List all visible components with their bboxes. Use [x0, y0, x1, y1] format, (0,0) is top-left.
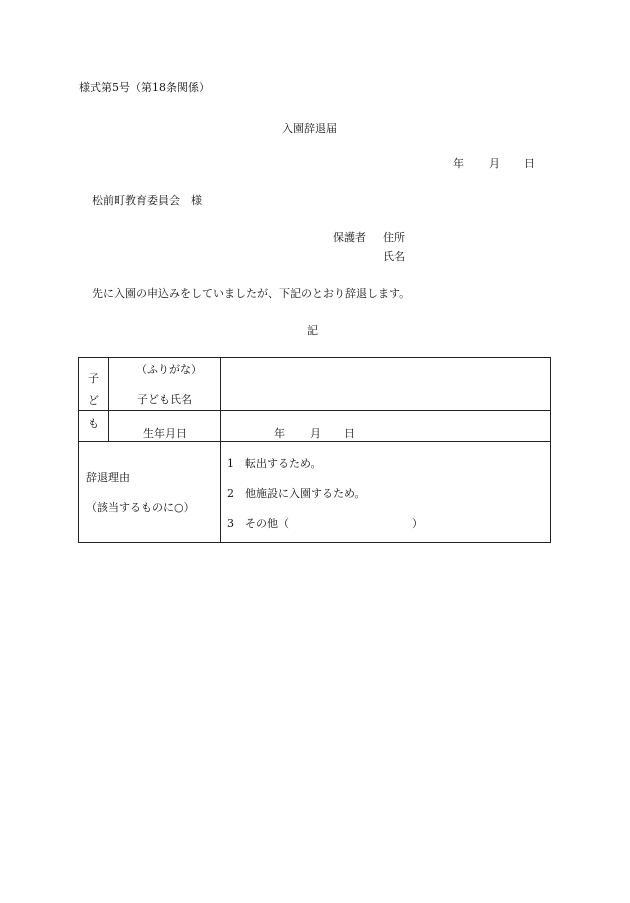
withdrawal-statement: 先に入園の申込みをしていましたが、下記のとおり辞退します。: [92, 287, 411, 300]
child-label-char: ど: [88, 394, 99, 407]
column-divider: [108, 358, 109, 441]
guardian-label: 保護者: [333, 231, 366, 244]
addressee: 松前町教育委員会 様: [92, 194, 202, 207]
reason-option-2: 2 他施設に入園するため。: [227, 487, 366, 500]
birth-day-label: 日: [344, 427, 355, 440]
ki-heading: 記: [307, 324, 318, 337]
reason-option-1: 1 転出するため。: [227, 457, 322, 470]
birthdate-label: 生年月日: [143, 427, 187, 440]
withdrawal-form-table: [78, 357, 551, 543]
reason-note: （該当するものに○）: [86, 501, 195, 514]
birth-year-label: 年: [274, 427, 285, 440]
guardian-name-label: 氏名: [383, 250, 405, 263]
furigana-label: （ふりがな）: [136, 363, 202, 376]
row-divider: [79, 441, 550, 442]
column-divider: [220, 358, 221, 542]
reason-option-3: 3 その他（: [227, 517, 289, 530]
document-title: 入園辞退届: [282, 122, 337, 135]
child-label-char: も: [88, 417, 99, 430]
date-month-label: 月: [489, 157, 500, 170]
birth-month-label: 月: [310, 427, 321, 440]
date-year-label: 年: [453, 157, 464, 170]
guardian-address-label: 住所: [383, 231, 405, 244]
form-number: 様式第5号（第18条関係）: [79, 81, 210, 94]
reason-label: 辞退理由: [86, 471, 130, 484]
row-divider: [79, 410, 550, 411]
child-name-label: 子ども氏名: [137, 393, 192, 406]
date-day-label: 日: [524, 157, 535, 170]
reason-option-3-close: ）: [412, 517, 423, 530]
child-label-char: 子: [88, 372, 99, 385]
